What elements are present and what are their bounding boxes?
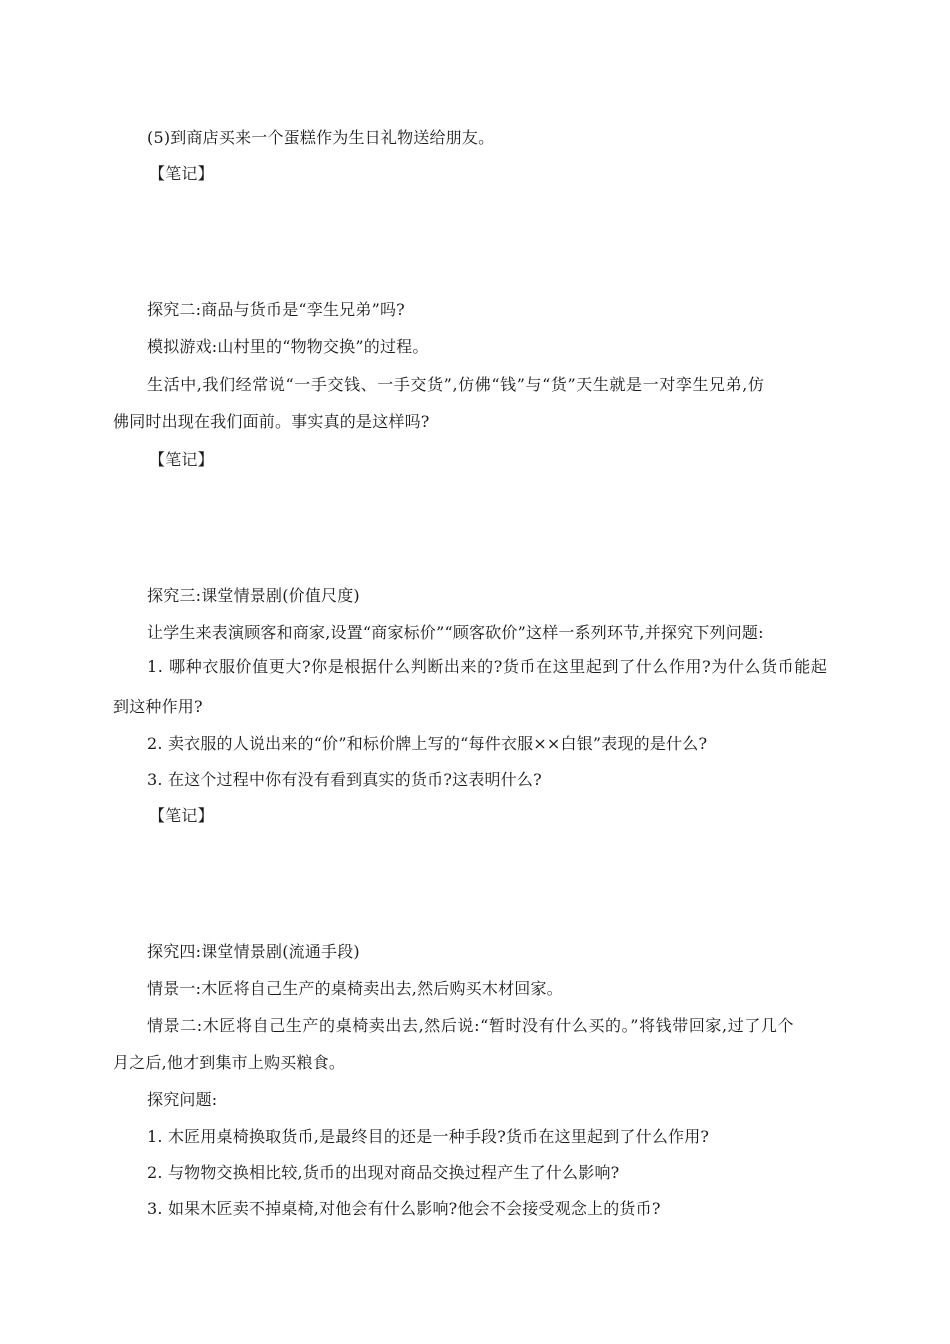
paragraph-line: 让学生来表演顾客和商家,设置“商家标价”“顾客砍价”这样一系列环节,并探究下列问题: — [147, 623, 764, 642]
scenario-2-continued: 月之后,他才到集市上购买粮食。 — [113, 1053, 346, 1072]
notes-heading: 【笔记】 — [149, 164, 214, 183]
paragraph-game: 模拟游戏:山村里的“物物交换”的过程。 — [147, 337, 429, 356]
scenario-2: 情景二:木匠将自己生产的桌椅卖出去,然后说:“暂时没有什么买的。”将钱带回家,过了几个 — [147, 1016, 795, 1035]
section-heading-explore-2: 探究二:商品与货币是“孪生兄弟”吗? — [147, 300, 405, 319]
question-3: 3. 在这个过程中你有没有看到真实的货币?这表明什么? — [147, 770, 542, 789]
question-3: 3. 如果木匠卖不掉桌椅,对他会有什么影响?他会不会接受观念上的货币? — [147, 1199, 661, 1218]
question-2: 2. 与物物交换相比较,货币的出现对商品交换过程产生了什么影响? — [147, 1163, 620, 1182]
question-1: 1. 哪种衣服价值更大?你是根据什么判断出来的?货币在这里起到了什么作用?为什么货币能起 — [147, 657, 828, 676]
paragraph-line: 生活中,我们经常说“一手交钱、一手交货”,仿佛“钱”与“货”天生就是一对孪生兄弟,仿 — [147, 375, 765, 394]
notes-heading: 【笔记】 — [149, 806, 214, 825]
paragraph-item-5: (5)到商店买来一个蛋糕作为生日礼物送给朋友。 — [147, 128, 495, 147]
section-heading-explore-3: 探究三:课堂情景剧(价值尺度) — [147, 586, 360, 605]
question-2: 2. 卖衣服的人说出来的“价”和标价牌上写的“每件衣服××白银”表现的是什么? — [147, 734, 708, 753]
question-1-continued: 到这种作用? — [113, 697, 203, 716]
question-1: 1. 木匠用桌椅换取货币,是最终目的还是一种手段?货币在这里起到了什么作用? — [147, 1127, 710, 1146]
paragraph-line: 佛同时出现在我们面前。事实真的是这样吗? — [113, 412, 430, 431]
section-heading-explore-4: 探究四:课堂情景剧(流通手段) — [147, 942, 360, 961]
scenario-1: 情景一:木匠将自己生产的桌椅卖出去,然后购买木材回家。 — [147, 979, 563, 998]
explore-questions-heading: 探究问题: — [147, 1090, 218, 1109]
notes-heading: 【笔记】 — [149, 450, 214, 469]
